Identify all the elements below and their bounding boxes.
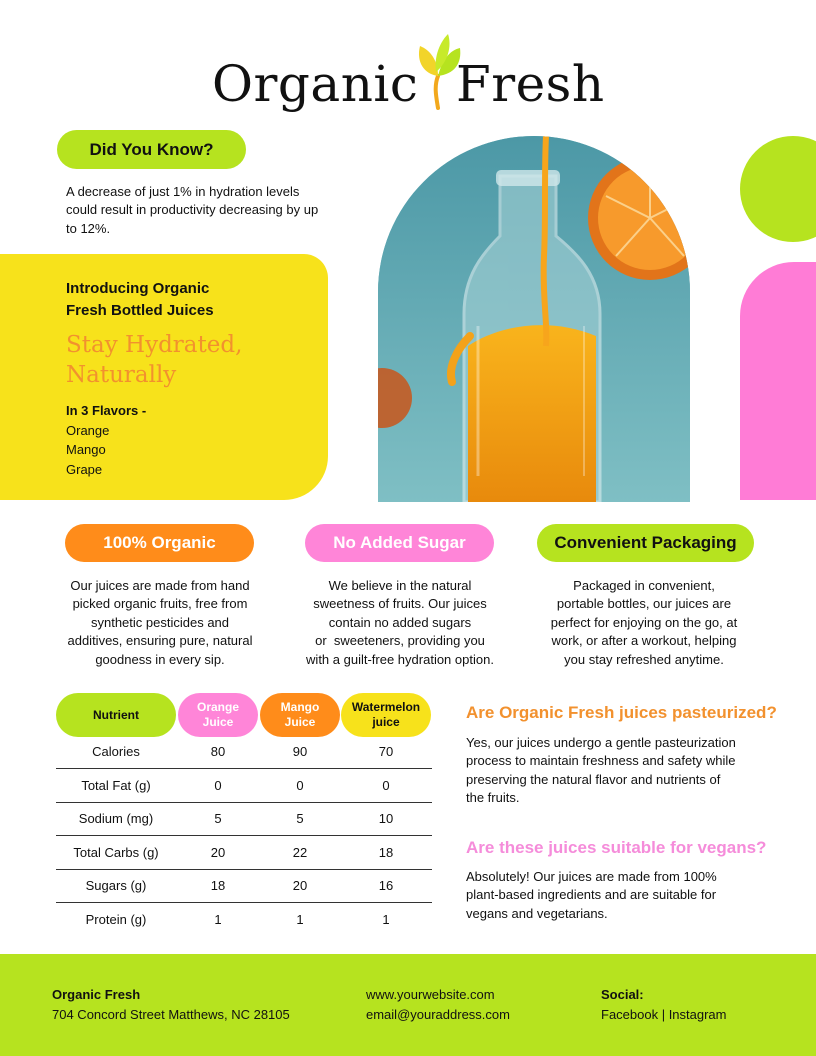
flavors-label: In 3 Flavors - — [66, 403, 147, 418]
nutrient-name: Total Carbs (g) — [73, 845, 159, 860]
text-line: additives, ensuring pure, natural — [67, 633, 253, 649]
tagline — [66, 330, 242, 390]
mango-value: 0 — [296, 778, 304, 793]
header-nutrient: Nutrient — [56, 693, 176, 737]
footer-website-link[interactable]: www.yourwebsite.com — [366, 987, 495, 1002]
no-sugar-feature-badge: No Added Sugar — [305, 524, 494, 562]
watermelon-value: 18 — [378, 845, 394, 860]
watermelon-value: 1 — [382, 912, 390, 927]
nutrient-name: Protein (g) — [85, 912, 147, 927]
text-line: portable bottles, our juices are — [556, 596, 732, 612]
mango-value: 22 — [292, 845, 308, 860]
decorative-green-circle — [740, 136, 816, 242]
text-line: sweetness of fruits. Our juices — [313, 596, 487, 612]
logo-text-fresh: Fresh — [456, 55, 605, 113]
nutrient-name: Total Fat (g) — [81, 778, 151, 793]
text-line: the fruits. — [466, 790, 520, 806]
orange-value: 80 — [210, 744, 226, 759]
orange-value: 1 — [214, 912, 222, 927]
header-orange-juice — [178, 693, 258, 737]
text-line: vegans and vegetarians. — [466, 905, 608, 921]
text-line: Absolutely! Our juices are made from 100% — [466, 869, 717, 884]
mango-value: 90 — [292, 744, 308, 759]
text-line: contain no added sugars — [328, 614, 472, 630]
orange-value: 5 — [214, 811, 222, 826]
intro-heading-line2: Fresh Bottled Juices — [66, 302, 214, 319]
header-line: Juice — [284, 715, 316, 729]
text-line: you stay refreshed anytime. — [564, 651, 724, 667]
logo-text-organic: Organic — [212, 55, 419, 113]
flavors-list — [66, 401, 146, 479]
footer-address: 704 Concord Street Matthews, NC 28105 — [52, 1007, 290, 1022]
table-divider — [56, 802, 432, 803]
tagline-line1: Stay Hydrated, — [66, 332, 243, 358]
table-divider — [56, 768, 432, 769]
faq-answer-pasteurized — [466, 734, 766, 808]
organic-feature-badge: 100% Organic — [65, 524, 254, 562]
text-line: synthetic pesticides and — [90, 614, 230, 630]
watermelon-value: 0 — [382, 778, 390, 793]
text-line: perfect for enjoying on the go, at — [550, 614, 738, 630]
header-line: Mango — [280, 700, 320, 714]
footer-company-block — [52, 985, 290, 1025]
mango-value: 20 — [292, 878, 308, 893]
orange-value: 20 — [210, 845, 226, 860]
header-mango-juice — [260, 693, 340, 737]
faq-answer-vegan — [466, 868, 766, 923]
footer-company-name: Organic Fresh — [52, 987, 141, 1002]
flavor-item: Mango — [66, 442, 106, 457]
footer-social-block — [601, 985, 727, 1025]
intro-heading-line1: Introducing Organic — [66, 280, 210, 297]
nutrient-name: Sugars (g) — [85, 878, 147, 893]
nutrient-name: Calories — [92, 744, 140, 759]
footer-contact-block — [366, 985, 510, 1025]
orange-value: 0 — [214, 778, 222, 793]
text-line: with a guilt-free hydration option. — [306, 651, 494, 667]
text-line: plant-based ingredients and are suitable for — [466, 887, 717, 903]
tagline-line2: Naturally — [66, 362, 177, 388]
watermelon-value: 70 — [378, 744, 394, 759]
footer-email-link[interactable]: email@youraddress.com — [366, 1007, 510, 1022]
juice-bottle-illustration — [378, 136, 690, 502]
packaging-feature-text — [534, 577, 754, 669]
table-divider — [56, 835, 432, 836]
watermelon-value: 10 — [378, 811, 394, 826]
packaging-feature-badge: Convenient Packaging — [537, 524, 754, 562]
watermelon-value: 16 — [378, 878, 394, 893]
text-line: We believe in the natural — [328, 578, 472, 593]
header-watermelon-juice — [341, 693, 431, 737]
text-line: Yes, our juices undergo a gentle pasteurization — [466, 735, 736, 750]
did-you-know-badge: Did You Know? — [57, 130, 246, 169]
intro-heading — [66, 278, 214, 322]
text-line: work, or after a workout, helping — [551, 633, 737, 649]
text-line: goodness in every sip. — [95, 651, 225, 667]
orange-value: 18 — [210, 878, 226, 893]
juice-bottle-photo — [378, 136, 690, 502]
footer-social-links[interactable]: Facebook | Instagram — [601, 1007, 727, 1022]
header-line: Watermelon — [351, 700, 421, 714]
organic-feature-text — [50, 577, 270, 669]
header-line: Juice — [202, 715, 234, 729]
text-line: picked organic fruits, free from — [72, 596, 248, 612]
text-line: process to maintain freshness and safety while — [466, 753, 736, 769]
text-line: or sweeteners, providing you — [315, 633, 485, 649]
mango-value: 1 — [296, 912, 304, 927]
flavor-item: Grape — [66, 461, 103, 477]
table-divider — [56, 869, 432, 870]
decorative-pink-arch — [740, 262, 816, 500]
hydration-fact-text: A decrease of just 1% in hydration levels could result in productivity decreasing by up to 12%. — [66, 184, 319, 236]
table-divider — [56, 902, 432, 903]
no-sugar-feature-text — [290, 577, 510, 669]
text-line: preserving the natural flavor and nutrients of — [466, 771, 721, 787]
header-line: juice — [372, 715, 400, 729]
flavor-item: Orange — [66, 422, 110, 438]
faq-question-pasteurized: Are Organic Fresh juices pasteurized? — [466, 703, 777, 722]
footer-social-label: Social: — [601, 987, 644, 1002]
mango-value: 5 — [296, 811, 304, 826]
text-line: Our juices are made from hand — [70, 578, 250, 593]
nutrient-name: Sodium (mg) — [78, 811, 154, 826]
faq-question-vegan: Are these juices suitable for vegans? — [466, 838, 767, 857]
text-line: Packaged in convenient, — [573, 578, 715, 593]
header-line: Orange — [196, 700, 239, 714]
